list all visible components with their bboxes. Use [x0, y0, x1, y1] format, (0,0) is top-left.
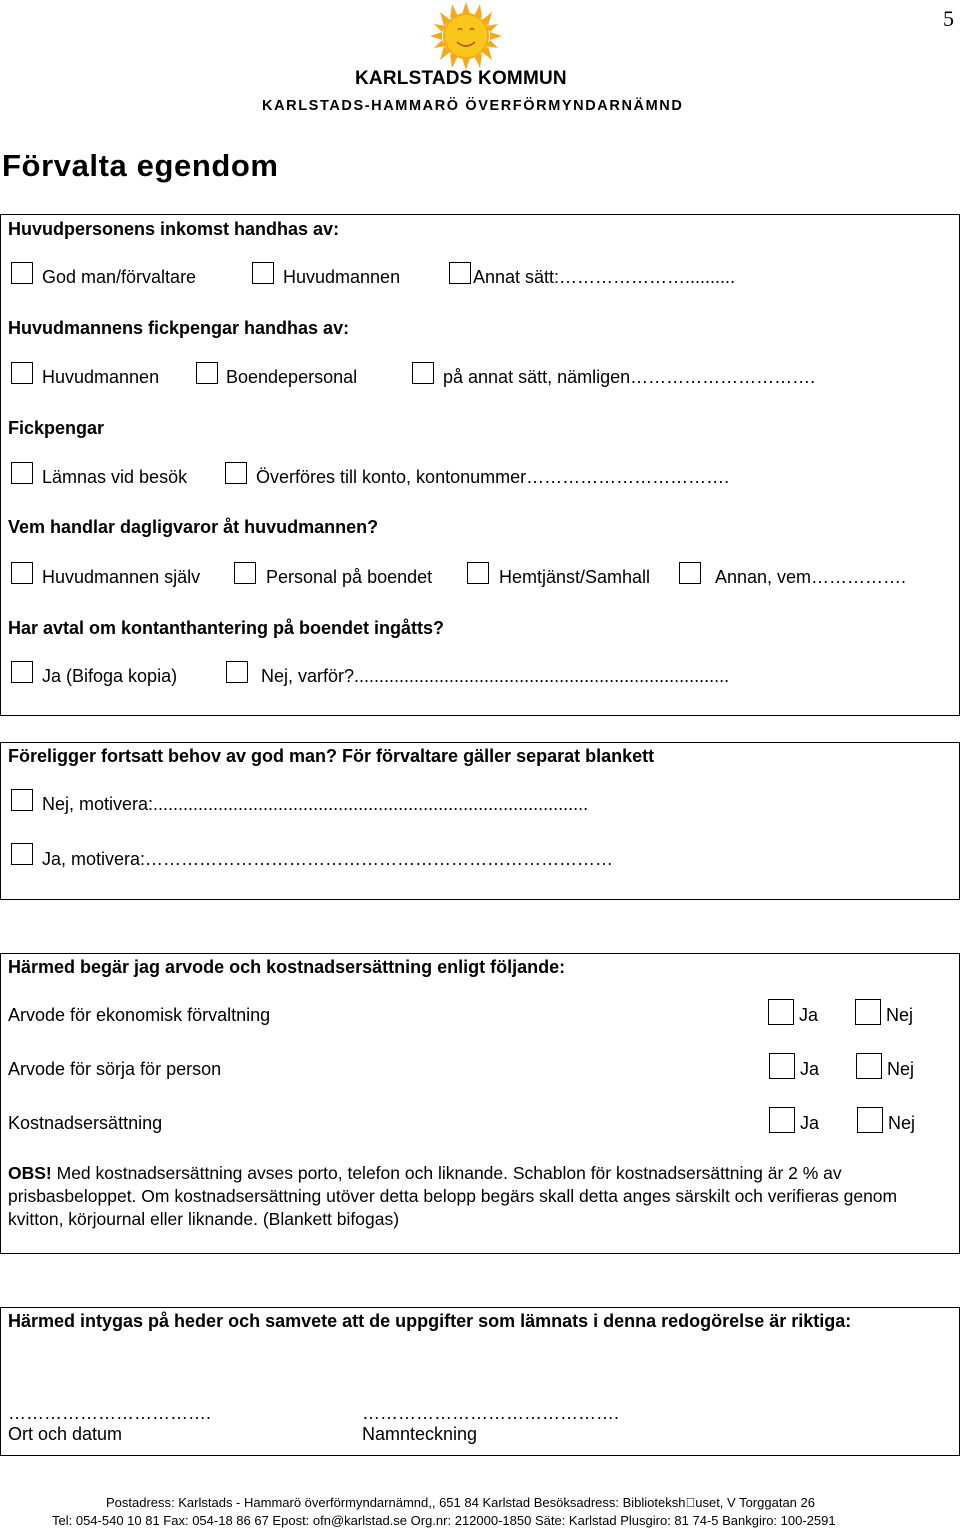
checkbox-god-man[interactable]: [11, 262, 33, 284]
place-date-label: Ort och datum: [8, 1424, 123, 1444]
label-personal-boendet: Personal på boendet: [266, 567, 433, 587]
fee-row-label: Arvode för sörja för person: [8, 1059, 222, 1079]
checkbox-fee-ekonomisk-ja[interactable]: [768, 999, 794, 1025]
label-nej-varfor: Nej, varför?...........................................................................: [261, 666, 730, 686]
label-hemtjanst: Hemtjänst/Samhall: [499, 567, 651, 587]
obs-text: Med kostnadsersättning avses porto, telefon och liknande. Schablon för kostnadsersättning är 2 % av prisbasbeloppet. Om kostnadsersättning utöver detta belopp begärs skall detta anges särskilt och verifieras genom kvitton, körjournal eller liknande. (Blankett bifogas): [8, 1163, 898, 1229]
checkbox-fee-person-ja[interactable]: [769, 1053, 795, 1079]
signature-label: Namnteckning: [362, 1424, 478, 1444]
checkbox-hemtjanst[interactable]: [467, 562, 489, 584]
label-fee-person-nej: Nej: [887, 1059, 915, 1079]
checkbox-nej-motivera[interactable]: [11, 789, 33, 811]
label-fee-ekonomisk-nej: Nej: [886, 1005, 914, 1025]
checkbox-personal-boendet[interactable]: [234, 562, 256, 584]
checkbox-ja-motivera[interactable]: [11, 843, 33, 865]
guardian-need-question: Föreligger fortsatt behov av god man? För förvaltare gäller separat blankett: [8, 746, 655, 766]
fee-row-label: Kostnadsersättning: [8, 1113, 163, 1133]
checkbox-huvudmannen-income[interactable]: [252, 262, 274, 284]
footer-contact: Tel: 054-540 10 81 Fax: 054-18 86 67 Epost: ofn@karlstad.se Org.nr: 212000-1850 Säte: Karlstad Plusgiro: 81 74-5 Bankgiro: 100-2591: [52, 1513, 836, 1528]
checkbox-boendepersonal[interactable]: [196, 362, 218, 384]
pocket-money-handled-question: Huvudmannens fickpengar handhas av:: [8, 318, 350, 338]
label-ja-bifoga: Ja (Bifoga kopia): [42, 666, 178, 686]
obs-note: [8, 1162, 953, 1231]
checkbox-huvudmannen-pocket[interactable]: [11, 362, 33, 384]
label-ja-motivera: Ja, motivera:……………………………………………………………………: [42, 849, 614, 869]
label-overfores-konto: Överföres till konto, kontonummer…………………………….: [256, 467, 730, 487]
karlstad-sun-logo: [420, 0, 512, 72]
checkbox-fee-person-nej[interactable]: [856, 1053, 882, 1079]
checkbox-kostnad-nej[interactable]: [857, 1107, 883, 1133]
checkbox-overfores-konto[interactable]: [225, 462, 247, 484]
cash-agreement-question: Har avtal om kontanthantering på boendet ingåtts?: [8, 618, 445, 638]
income-handled-question: Huvudpersonens inkomst handhas av:: [8, 219, 340, 239]
checkbox-huvudmannen-sjalv[interactable]: [11, 562, 33, 584]
signature-line[interactable]: …………………………………….: [362, 1403, 620, 1423]
label-huvudmannen-pocket: Huvudmannen: [42, 367, 160, 387]
checkbox-annat-satt-pocket[interactable]: [412, 362, 434, 384]
label-huvudmannen-income: Huvudmannen: [283, 267, 401, 287]
label-god-man: God man/förvaltare: [42, 267, 197, 287]
label-nej-motivera: Nej, motivera:.......................................................................................: [42, 794, 589, 814]
obs-label: OBS!: [8, 1163, 52, 1183]
label-annat-satt: Annat sätt:…………………..........: [473, 267, 736, 287]
checkbox-nej-varfor[interactable]: [226, 661, 248, 683]
fickpengar-question: Fickpengar: [8, 418, 105, 438]
groceries-question: Vem handlar dagligvaror åt huvudmannen?: [8, 517, 379, 537]
label-kostnad-nej: Nej: [888, 1113, 916, 1133]
page-number: 5: [943, 6, 954, 31]
fee-row-label: Arvode för ekonomisk förvaltning: [8, 1005, 271, 1025]
label-annat-satt-pocket: på annat sätt, nämligen………………………….: [443, 367, 816, 387]
label-lamnas-vid-besok: Lämnas vid besök: [42, 467, 188, 487]
checkbox-fee-ekonomisk-nej[interactable]: [855, 999, 881, 1025]
checkbox-kostnad-ja[interactable]: [769, 1107, 795, 1133]
document-title: Förvalta egendom: [2, 148, 279, 183]
label-kostnad-ja: Ja: [800, 1113, 820, 1133]
declaration-heading: Härmed intygas på heder och samvete att de uppgifter som lämnats i denna redogörelse är riktiga:: [8, 1311, 852, 1331]
checkbox-lamnas-vid-besok[interactable]: [11, 462, 33, 484]
checkbox-ja-bifoga[interactable]: [11, 661, 33, 683]
income-section-box: [0, 214, 960, 716]
label-huvudmannen-sjalv: Huvudmannen själv: [42, 567, 201, 587]
org-name: KARLSTADS KOMMUN: [355, 68, 567, 89]
label-annan: Annan, vem…………….: [715, 567, 907, 587]
label-fee-ekonomisk-ja: Ja: [799, 1005, 819, 1025]
place-date-line[interactable]: …………………………….: [8, 1403, 212, 1423]
label-boendepersonal: Boendepersonal: [226, 367, 358, 387]
footer-address: Postadress: Karlstads - Hammarö överförmyndarnämnd,, 651 84 Karlstad Besöksadress: Biblioteksh uset, V Torggatan 26: [106, 1495, 815, 1510]
fee-heading: Härmed begär jag arvode och kostnadsersättning enligt följande:: [8, 957, 566, 977]
checkbox-annat-satt[interactable]: [449, 262, 471, 284]
checkbox-annan[interactable]: [679, 562, 701, 584]
label-fee-person-ja: Ja: [800, 1059, 820, 1079]
department-name: KARLSTADS-HAMMARÖ ÖVERFÖRMYNDARNÄMND: [262, 98, 684, 114]
